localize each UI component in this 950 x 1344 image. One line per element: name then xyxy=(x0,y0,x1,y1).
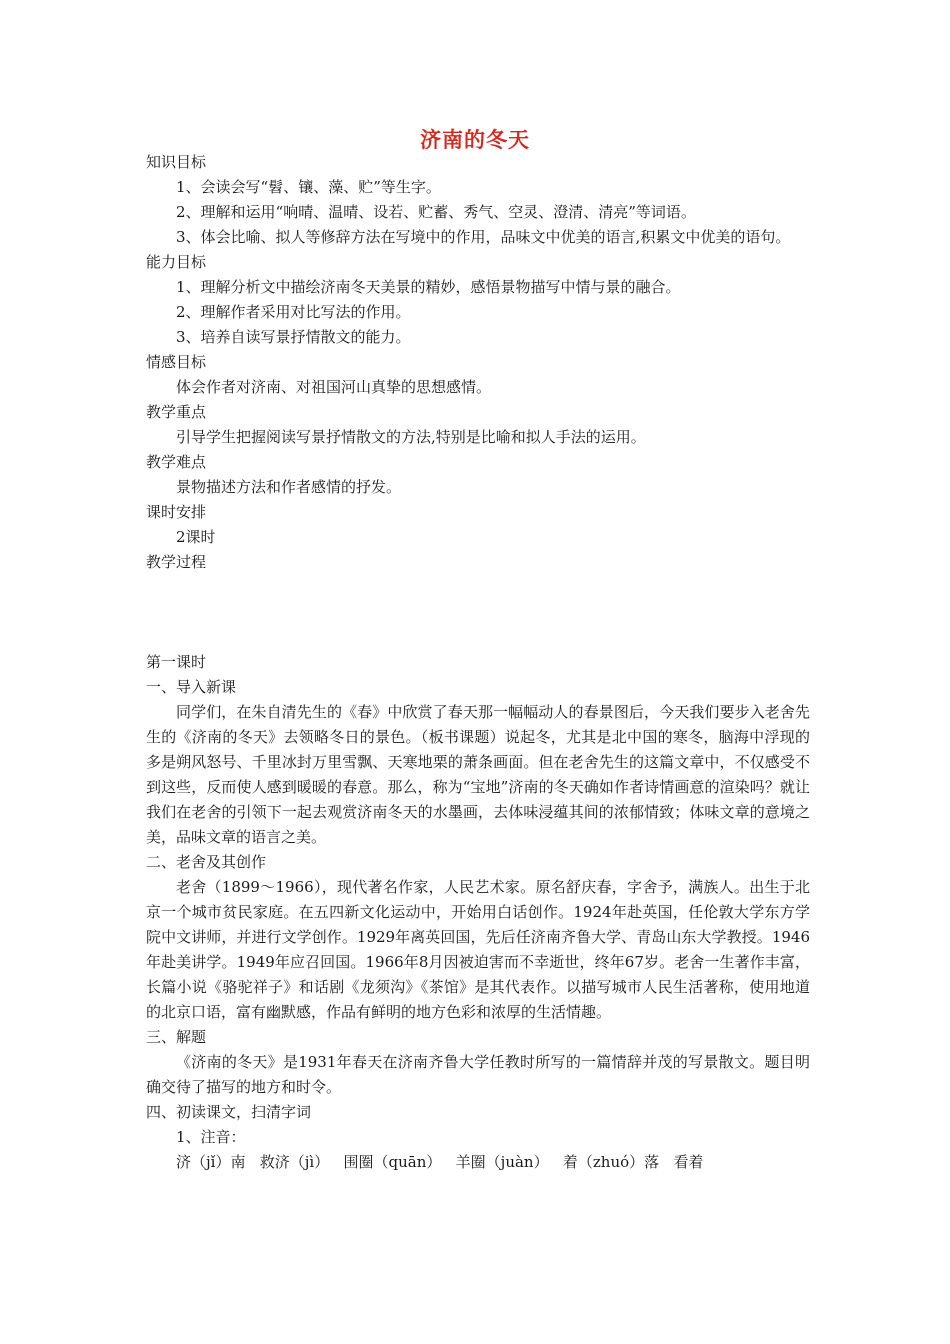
section-heading: 一、导入新课 xyxy=(146,678,237,696)
paragraph: 3、体会比喻、拟人等修辞方法在写境中的作用，品味文中优美的语言,积累文中优美的语句。 xyxy=(176,228,791,246)
section-heading: 第一课时 xyxy=(146,653,207,671)
teaching-process-section xyxy=(146,650,810,1175)
section-heading: 教学过程 xyxy=(146,553,207,571)
section-heading: 能力目标 xyxy=(146,253,207,271)
section-heading: 三、解题 xyxy=(146,1028,207,1046)
section-heading: 课时安排 xyxy=(146,503,207,521)
content-line: 2课时 xyxy=(176,528,216,546)
content-line: 2、理解和运用“响晴、温晴、设若、贮蓄、秀气、空灵、澄清、清亮”等词语。 xyxy=(176,203,696,221)
lesson-plan-body xyxy=(146,150,810,1175)
content-line: 景物描述方法和作者感情的抒发。 xyxy=(176,478,402,496)
section-heading: 情感目标 xyxy=(146,353,207,371)
content-line: 济（jǐ）南 救济（jì） 围圈（quān） 羊圈（juàn） 着（zhuó）落 看着 xyxy=(176,1153,704,1171)
objectives-section xyxy=(146,150,810,575)
section-heading: 四、初读课文，扫清字词 xyxy=(146,1103,312,1121)
content-line: 1、理解分析文中描绘济南冬天美景的精妙，感悟景物描写中情与景的融合。 xyxy=(176,278,681,296)
section-heading: 知识目标 xyxy=(146,153,207,171)
paragraph: 《济南的冬天》是1931年春天在济南齐鲁大学任教时所写的一篇情辞并茂的写景散文。题目明确交待了描写的地方和时令。 xyxy=(146,1053,810,1096)
section-heading: 二、老舍及其创作 xyxy=(146,853,267,871)
section-heading: 教学重点 xyxy=(146,403,207,421)
paragraph: 同学们，在朱自清先生的《春》中欣赏了春天那一幅幅动人的春景图后，今天我们要步入老舍先生的《济南的冬天》去领略冬日的景色。（板书课题）说起冬，尤其是北中国的寒冬，脑海中浮现的多是朔风怒号、千里冰封万里雪飘、天寒地栗的萧条画面。但在老舍先生的这篇文章中，不仅感受不到这些，反而使人感到暖暖的春意。那么，称为“宝地”济南的冬天确如作者诗情画意的渲染吗？就让我们在老舍的引领下一起去观赏济南冬天的水墨画，去体味浸蕴其间的浓郁情致；体味文章的意境之美，品味文章的语言之美。 xyxy=(146,703,810,846)
content-line: 1、注音： xyxy=(176,1128,246,1146)
content-line: 体会作者对济南、对祖国河山真挚的思想感情。 xyxy=(176,378,492,396)
section-heading: 教学难点 xyxy=(146,453,207,471)
document-title: 济南的冬天 xyxy=(420,128,530,152)
content-line: 1、会读会写“髫、镶、藻、贮”等生字。 xyxy=(176,178,441,196)
content-line: 2、理解作者采用对比写法的作用。 xyxy=(176,303,411,321)
paragraph: 老舍（1899～1966），现代著名作家，人民艺术家。原名舒庆春，字舍予，满族人。出生于北京一个城市贫民家庭。在五四新文化运动中，开始用白话创作。1924年赴英国，任伦敦大学东方学院中文讲师，并进行文学创作。1929年离英回国，先后任济南齐鲁大学、青岛山东大学教授。1946年赴美讲学。1949年应召回国。1966年8月因被迫害而不幸逝世，终年67岁。老舍一生著作丰富，长篇小说《骆驼祥子》和话剧《龙须沟》《茶馆》是其代表作。以描写城市人民生活著称，使用地道的北京口语，富有幽默感，作品有鲜明的地方色彩和浓厚的生活情趣。 xyxy=(146,878,810,1021)
spacer xyxy=(146,575,810,650)
content-line: 引导学生把握阅读写景抒情散文的方法,特别是比喻和拟人手法的运用。 xyxy=(176,428,646,446)
content-line: 3、培养自读写景抒情散文的能力。 xyxy=(176,328,411,346)
